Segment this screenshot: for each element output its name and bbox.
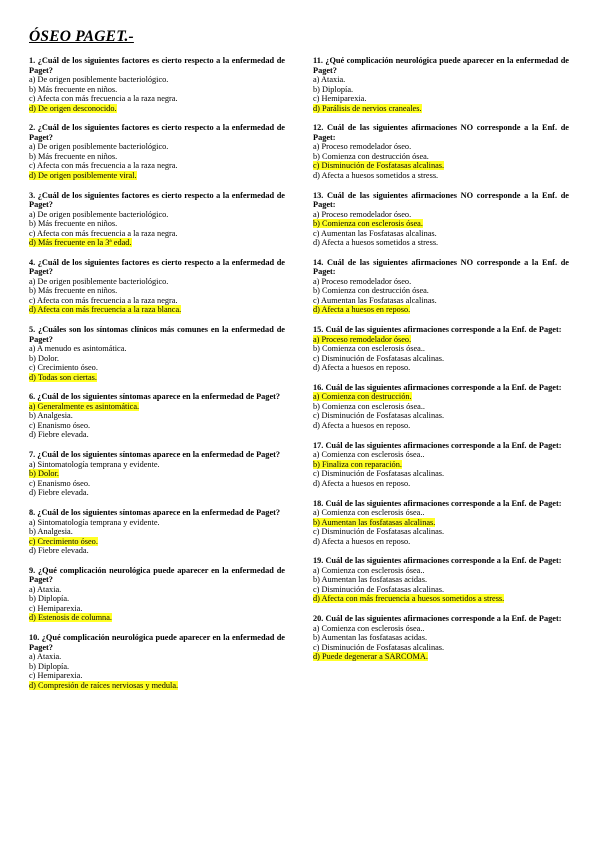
option-text: d) Todas son ciertas. xyxy=(29,372,97,382)
answer-option xyxy=(313,75,569,85)
answer-option xyxy=(29,671,285,681)
option-text: b) Más frecuente en niños. xyxy=(29,286,118,296)
option-text: a) Ataxia. xyxy=(313,75,346,84)
answer-option xyxy=(313,286,569,296)
answer-option xyxy=(29,479,285,489)
answer-option-highlighted xyxy=(313,219,569,229)
answer-option xyxy=(29,277,285,287)
answer-option-highlighted xyxy=(313,104,569,114)
option-text: c) Crecimiento óseo. xyxy=(29,363,98,373)
answer-option-highlighted xyxy=(29,469,285,479)
option-text: b) Más frecuente en niños. xyxy=(29,151,118,161)
option-text: d) Puede degenerar a SARCOMA. xyxy=(313,652,428,662)
answer-option xyxy=(313,479,569,489)
question-block xyxy=(29,508,285,556)
answer-option xyxy=(313,277,569,287)
answer-option xyxy=(29,210,285,220)
option-text: b) Diplopía. xyxy=(29,661,70,671)
question-stem: 1. ¿Cuál de los siguientes factores es cierto respecto a la enfermedad de Paget? xyxy=(29,56,285,75)
page-title: ÓSEO PAGET.- xyxy=(29,28,134,45)
question-block xyxy=(313,441,569,489)
option-text: b) Analgesia. xyxy=(29,527,73,537)
answer-option xyxy=(29,229,285,239)
question-block xyxy=(313,556,569,604)
option-text: c) Disminución de Fosfatasas alcalinas. xyxy=(313,469,445,479)
answer-option xyxy=(313,296,569,306)
answer-option xyxy=(29,527,285,537)
option-text: c) Hemiparexia. xyxy=(29,671,83,681)
answer-option xyxy=(29,662,285,672)
question-stem: 3. ¿Cuál de los siguientes factores es cierto respecto a la enfermedad de Paget? xyxy=(29,190,285,210)
option-text: c) Afecta con más frecuencia a la raza negra. xyxy=(29,161,178,171)
answer-option xyxy=(313,85,569,95)
answer-option-highlighted xyxy=(29,402,285,412)
answer-option-highlighted xyxy=(29,171,285,181)
answer-option xyxy=(313,142,569,152)
answer-option-highlighted xyxy=(29,373,285,383)
option-text: d) De origen posiblemente viral. xyxy=(29,170,137,180)
answer-option xyxy=(313,152,569,162)
option-text: c) Disminución de Fosfatasas alcalinas. xyxy=(313,353,445,363)
option-text: b) Comienza con esclerosis ósea.. xyxy=(313,401,425,411)
option-text: d) De origen desconocido. xyxy=(29,103,117,113)
option-text: a) Ataxia. xyxy=(29,584,62,594)
answer-option xyxy=(29,585,285,595)
option-text: b) Más frecuente en niños. xyxy=(29,84,118,94)
answer-option xyxy=(313,527,569,537)
option-text: a) Generalmente es asintomática. xyxy=(29,401,140,411)
question-block xyxy=(29,633,285,690)
option-text: a) Comienza con esclerosis ósea.. xyxy=(313,508,425,518)
question-stem: 8. ¿Cuál de los siguientes síntomas aparece en la enfermedad de Paget? xyxy=(29,508,281,518)
option-text: d) Afecta a huesos en reposo. xyxy=(313,478,411,488)
option-text: b) Aumentan las fosfatasas alcalinas. xyxy=(313,517,436,527)
answer-option xyxy=(313,344,569,354)
option-text: b) Más frecuente en niños. xyxy=(29,219,118,229)
question-stem: 7. ¿Cuál de los siguientes síntomas aparece en la enfermedad de Paget? xyxy=(29,450,281,460)
option-text: a) Proceso remodelador óseo. xyxy=(313,334,412,344)
option-text: a) Comienza con destrucción. xyxy=(313,392,412,402)
option-text: d) Afecta a huesos en reposo. xyxy=(313,536,411,546)
question-stem: 11. ¿Qué complicación neurológica puede aparecer en la enfermedad de Paget? xyxy=(313,56,569,75)
answer-option xyxy=(313,624,569,634)
answer-option xyxy=(313,229,569,239)
option-text: a) Ataxia. xyxy=(29,652,62,662)
question-block xyxy=(29,392,285,440)
answer-option-highlighted xyxy=(313,518,569,528)
option-text: b) Comienza con esclerosis ósea.. xyxy=(313,344,425,354)
option-text: d) Afecta a huesos sometidos a stress. xyxy=(313,238,439,248)
answer-option xyxy=(29,152,285,162)
answer-option xyxy=(313,94,569,104)
answer-option xyxy=(29,75,285,85)
answer-option-highlighted xyxy=(29,613,285,623)
question-block xyxy=(29,191,285,248)
option-text: a) Comienza con esclerosis ósea.. xyxy=(313,450,425,460)
answer-option xyxy=(313,238,569,248)
question-stem: 4. ¿Cuál de los siguientes factores es cierto respecto a la enfermedad de Paget? xyxy=(29,257,285,277)
question-block xyxy=(313,325,569,373)
answer-option xyxy=(29,363,285,373)
option-text: b) Diplopía. xyxy=(313,84,354,94)
option-text: a) De origen posiblemente bacteriológico. xyxy=(29,276,169,286)
option-text: a) De origen posiblemente bacteriológico. xyxy=(29,142,169,152)
answer-option xyxy=(313,585,569,595)
option-text: c) Afecta con más frecuencia a la raza negra. xyxy=(29,295,178,305)
option-text: c) Enanismo óseo. xyxy=(29,420,91,430)
option-text: c) Disminución de Fosfatasas alcalinas. xyxy=(313,584,445,594)
option-text: d) Afecta a huesos en reposo. xyxy=(313,420,411,430)
answer-option-highlighted xyxy=(29,104,285,114)
option-text: c) Disminución de Fosfatasas alcalinas. xyxy=(313,642,445,652)
option-text: c) Afecta con más frecuencia a la raza negra. xyxy=(29,94,178,103)
answer-option xyxy=(313,575,569,585)
question-stem: 2. ¿Cuál de los siguientes factores es cierto respecto a la enfermedad de Paget? xyxy=(29,123,285,142)
answer-option xyxy=(29,219,285,229)
question-block xyxy=(29,325,285,382)
option-text: a) Sintomatología temprana y evidente. xyxy=(29,459,160,469)
question-stem: 20. Cuál de las siguientes afirmaciones corresponde a la Enf. de Paget: xyxy=(313,614,562,624)
question-stem: 18. Cuál de las siguientes afirmaciones corresponde a la Enf. de Paget: xyxy=(313,498,562,508)
answer-option xyxy=(313,421,569,431)
question-stem: 17. Cuál de las siguientes afirmaciones corresponde a la Enf. de Paget: xyxy=(313,440,562,450)
answer-option xyxy=(313,537,569,547)
answer-option xyxy=(29,161,285,171)
answer-option-highlighted xyxy=(313,335,569,345)
answer-option xyxy=(29,94,285,104)
answer-option xyxy=(313,633,569,643)
question-block xyxy=(313,258,569,315)
option-text: b) Aumentan las fosfatasas acidas. xyxy=(313,575,428,585)
answer-option xyxy=(313,210,569,220)
answer-option xyxy=(29,344,285,354)
answer-option-highlighted xyxy=(29,305,285,315)
option-text: b) Dolor. xyxy=(29,353,59,363)
answer-option xyxy=(313,508,569,518)
question-block xyxy=(29,123,285,180)
answer-option xyxy=(29,286,285,296)
answer-option-highlighted xyxy=(313,161,569,171)
question-stem: 19. Cuál de las siguientes afirmaciones corresponde a la Enf. de Paget: xyxy=(313,556,562,566)
question-stem: 5. ¿Cuáles son los síntomas clínicos más comunes en la enfermedad de Paget? xyxy=(29,325,285,344)
answer-option xyxy=(29,546,285,556)
question-stem: 6. ¿Cuál de los siguientes síntomas aparece en la enfermedad de Paget? xyxy=(29,392,281,402)
option-text: a) Proceso remodelador óseo. xyxy=(313,209,412,219)
option-text: a) Proceso remodelador óseo. xyxy=(313,142,412,152)
question-stem: 14. Cuál de las siguientes afirmaciones NO corresponde a la Enf. de Paget: xyxy=(313,257,569,277)
option-text: d) Fiebre elevada. xyxy=(29,430,89,440)
option-text: b) Comienza con esclerosis ósea. xyxy=(313,219,423,229)
answer-option xyxy=(313,450,569,460)
option-text: a) Comienza con esclerosis ósea.. xyxy=(313,623,425,633)
answer-option xyxy=(313,469,569,479)
answer-option-highlighted xyxy=(313,305,569,315)
option-text: c) Disminución de Fosfatasas alcalinas. xyxy=(313,161,445,171)
option-text: a) De origen posiblemente bacteriológico. xyxy=(29,209,169,219)
option-text: b) Comienza con destrucción ósea. xyxy=(313,286,429,296)
answer-option xyxy=(313,354,569,364)
question-stem: 9. ¿Qué complicación neurológica puede aparecer en la enfermedad de Paget? xyxy=(29,565,285,585)
option-text: c) Disminución de Fosfatasas alcalinas. xyxy=(313,527,445,537)
answer-option xyxy=(29,518,285,528)
answer-option xyxy=(29,85,285,95)
option-text: d) Afecta a huesos en reposo. xyxy=(313,305,411,315)
option-text: c) Afecta con más frecuencia a la raza negra. xyxy=(29,228,178,238)
question-block xyxy=(29,450,285,498)
option-text: d) Más frecuente en la 3ª edad. xyxy=(29,238,132,248)
answer-option xyxy=(313,566,569,576)
question-block xyxy=(313,191,569,248)
option-text: a) De origen posiblemente bacteriológico. xyxy=(29,75,169,84)
answer-option xyxy=(29,411,285,421)
answer-option-highlighted xyxy=(313,652,569,662)
option-text: c) Hemiparexia. xyxy=(313,94,367,103)
option-text: d) Afecta a huesos sometidos a stress. xyxy=(313,170,439,180)
answer-option xyxy=(29,594,285,604)
option-text: a) Proceso remodelador óseo. xyxy=(313,276,412,286)
option-text: d) Afecta con más frecuencia a la raza blanca. xyxy=(29,305,182,315)
answer-option xyxy=(29,354,285,364)
answer-option xyxy=(313,402,569,412)
option-text: d) Fiebre elevada. xyxy=(29,546,89,556)
option-text: d) Estenosis de columna. xyxy=(29,613,112,623)
answer-option xyxy=(313,411,569,421)
option-text: d) Compresión de raíces nerviosas y medula. xyxy=(29,680,179,690)
option-text: b) Aumentan las fosfatasas acidas. xyxy=(313,633,428,643)
question-block xyxy=(313,614,569,662)
left-column xyxy=(29,56,285,700)
question-stem: 15. Cuál de las siguientes afirmaciones corresponde a la Enf. de Paget: xyxy=(313,325,562,335)
option-text: c) Disminución de Fosfatasas alcalinas. xyxy=(313,411,445,421)
answer-option-highlighted xyxy=(29,537,285,547)
option-text: a) A menudo es asintomática. xyxy=(29,344,127,354)
option-text: c) Aumentan las Fosfatasas alcalinas. xyxy=(313,228,437,238)
question-stem: 10. ¿Qué complicación neurológica puede aparecer en la enfermedad de Paget? xyxy=(29,633,285,652)
answer-option xyxy=(29,488,285,498)
question-block xyxy=(29,56,285,113)
option-text: b) Analgesia. xyxy=(29,411,73,421)
answer-option xyxy=(29,296,285,306)
option-text: b) Diplopía. xyxy=(29,594,70,604)
option-text: c) Enanismo óseo. xyxy=(29,478,91,488)
answer-option xyxy=(313,171,569,181)
question-block xyxy=(29,566,285,623)
option-text: b) Dolor. xyxy=(29,469,59,479)
option-text: c) Crecimiento óseo. xyxy=(29,536,98,546)
right-column xyxy=(313,56,569,672)
answer-option xyxy=(29,652,285,662)
option-text: d) Parálisis de nervios craneales. xyxy=(313,103,422,113)
question-block xyxy=(313,123,569,180)
question-block xyxy=(313,383,569,431)
question-stem: 16. Cuál de las siguientes afirmaciones corresponde a la Enf. de Paget: xyxy=(313,382,562,392)
option-text: a) Sintomatología temprana y evidente. xyxy=(29,517,160,527)
question-block xyxy=(313,499,569,547)
answer-option xyxy=(29,142,285,152)
answer-option-highlighted xyxy=(29,238,285,248)
question-stem: 12. Cuál de las siguientes afirmaciones NO corresponde a la Enf. de Paget: xyxy=(313,123,569,142)
option-text: d) Afecta a huesos en reposo. xyxy=(313,363,411,373)
answer-option xyxy=(29,604,285,614)
answer-option xyxy=(29,430,285,440)
option-text: d) Fiebre elevada. xyxy=(29,488,89,498)
question-block xyxy=(313,56,569,113)
option-text: a) Comienza con esclerosis ósea.. xyxy=(313,565,425,575)
answer-option-highlighted xyxy=(29,681,285,691)
answer-option xyxy=(313,643,569,653)
option-text: b) Finaliza con reparación. xyxy=(313,459,402,469)
answer-option-highlighted xyxy=(313,594,569,604)
question-block xyxy=(29,258,285,315)
option-text: b) Comienza con destrucción ósea. xyxy=(313,151,429,161)
answer-option xyxy=(29,460,285,470)
option-text: d) Afecta con más frecuencia a huesos sometidos a stress. xyxy=(313,594,505,604)
answer-option xyxy=(29,421,285,431)
question-stem: 13. Cuál de las siguientes afirmaciones NO corresponde a la Enf. de Paget: xyxy=(313,190,569,210)
answer-option-highlighted xyxy=(313,392,569,402)
answer-option-highlighted xyxy=(313,460,569,470)
option-text: c) Hemiparexia. xyxy=(29,603,83,613)
answer-option xyxy=(313,363,569,373)
option-text: c) Aumentan las Fosfatasas alcalinas. xyxy=(313,295,437,305)
